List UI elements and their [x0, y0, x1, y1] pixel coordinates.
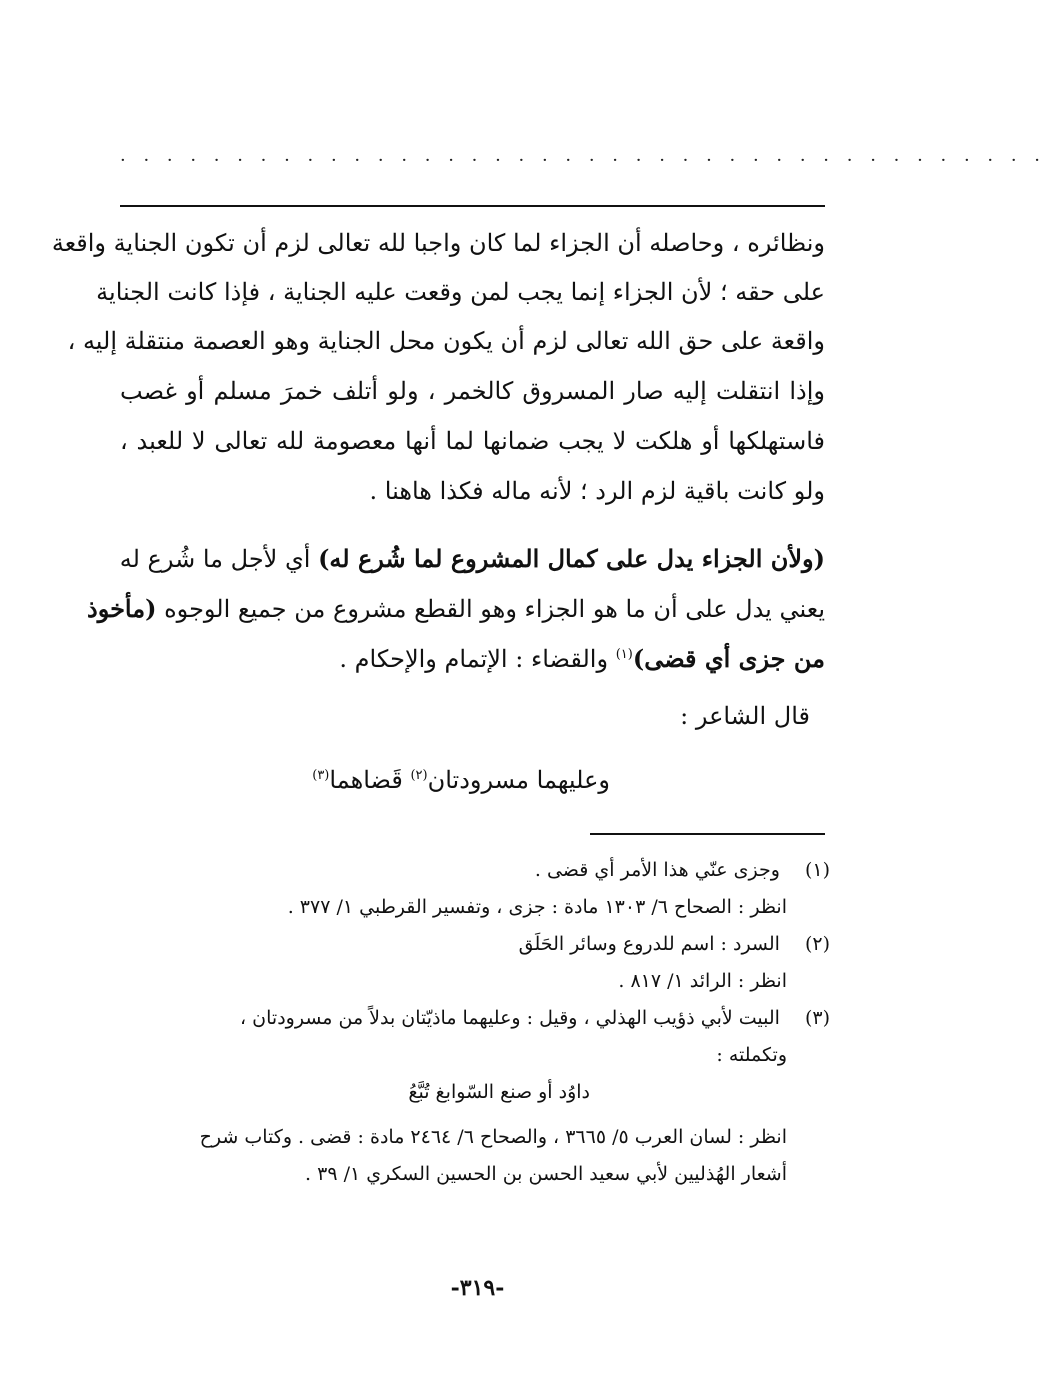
footnote-number: (٢) [804, 933, 830, 955]
commentary-text: أي لأجل ما شُرع له [119, 545, 311, 573]
header-dotted-rule: · · · · · · · · · · · · · · · · · · · · · · · · · · · · · · · · · · · · · · · · [120, 150, 1046, 171]
header-separator-line [120, 205, 825, 207]
footnote-separator-line [590, 833, 825, 835]
footnote-ref-3: (٣) [312, 768, 330, 783]
footnote-ref-2: (٢) [410, 768, 428, 783]
footnote-3 [240, 1004, 830, 1032]
footnote-text: السرد : اسم للدروع وسائر الحَلَق [518, 933, 780, 955]
body-line-4: وإذا انتقلت إليه صار المسروق كالخمر ، ولو أتلف خمرَ مسلم أو غصب [120, 377, 825, 405]
verse-part-2: قَضاهما [329, 766, 403, 794]
footnote-1-source: انظر : الصحاح ٦/ ١٣٠٣ مادة : جزى ، وتفسير القرطبي ١/ ٣٧٧ . [287, 896, 787, 918]
footnote-text: البيت لأبي ذؤيب الهذلي ، وقيل : وعليهما ماذيّتان بدلاً من مسرودتان ، [240, 1007, 780, 1029]
body-line-1: ونظائره ، وحاصله أن الجزاء لما كان واجبا لله تعالى لزم أن تكون الجناية واقعة [51, 229, 825, 257]
body-p2-line-3 [120, 643, 825, 675]
footnote-3-source-line-1: انظر : لسان العرب ٥/ ٣٦٦٥ ، والصحاح ٦/ ٢٤٦٤ مادة : قضى . وكتاب شرح [199, 1126, 787, 1148]
body-p2-line-1 [120, 543, 825, 575]
matn-quote: (مأخوذ [87, 594, 157, 623]
poet-label: قال الشاعر : [680, 702, 810, 730]
body-line-2: على حقه ؛ لأن الجزاء إنما يجب لمن وقعت عليه الجناية ، فإذا كانت الجناية [96, 278, 825, 306]
footnote-1 [535, 856, 830, 884]
footnote-number: (١) [804, 859, 830, 881]
body-p2-line-2 [87, 593, 825, 625]
footnote-ref-1: (١) [615, 647, 633, 662]
page-number: -٣١٩- [450, 1275, 505, 1301]
body-line-6: ولو كانت باقية لزم الرد ؛ لأنه ماله فكذا هاهنا . [369, 477, 825, 505]
footnote-3-continuation: وتكملته : [716, 1044, 787, 1066]
verse-part-1: وعليهما مسرودتان [427, 766, 610, 794]
body-line-5: فاستهلكها أو هلكت لا يجب ضمانها لما أنها معصومة لله تعالى لا للعبد ، [120, 427, 825, 455]
matn-quote: من جزى أي قضى) [632, 644, 825, 673]
footnote-text: وجزى عنّي هذا الأمر أي قضى . [534, 859, 780, 881]
matn-quote: (ولأن الجزاء يدل على كمال المشروع لما شُرع له) [318, 544, 825, 573]
footnote-2 [519, 930, 830, 958]
footnote-3-verse: داوُد أو صنع السّوابغ تُبَّعُ [408, 1081, 590, 1103]
commentary-text: يعني يدل على أن ما هو الجزاء وهو القطع مشروع من جميع الوجوه [164, 595, 825, 623]
commentary-text: والقضاء : الإتمام والإحكام . [339, 645, 609, 673]
footnote-2-source: انظر : الرائد ١/ ٨١٧ . [618, 970, 787, 992]
footnote-number: (٣) [804, 1007, 830, 1029]
poetry-verse [312, 764, 610, 796]
footnote-3-source-line-2: أشعار الهُذليين لأبي سعيد الحسن بن الحسين السكري ١/ ٣٩ . [305, 1163, 787, 1185]
body-line-3: واقعة على حق الله تعالى لزم أن يكون محل الجناية وهو العصمة منتقلة إليه ، [67, 327, 825, 355]
